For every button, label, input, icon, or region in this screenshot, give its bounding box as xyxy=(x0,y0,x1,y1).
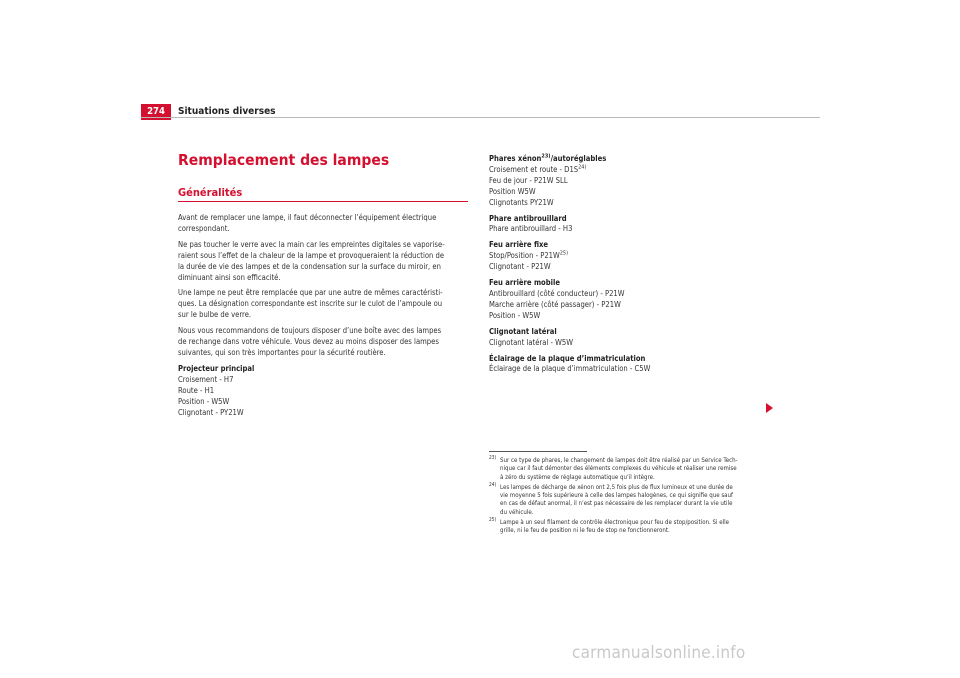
footnote xyxy=(489,457,774,482)
footnote-line: vie moyenne 5 fois supérieure à celle des lampes halogènes, ce qui signifie que sauf xyxy=(500,492,733,500)
footnote-line: grille, ni le feu de position ni le feu de stop ne fonctionneront. xyxy=(500,527,670,535)
heading-suffix: /autoréglables xyxy=(550,154,607,163)
header-rule xyxy=(141,117,820,118)
bulb-item: Clignotant - P21W xyxy=(489,262,551,272)
continue-arrow-icon xyxy=(766,403,773,413)
watermark: carmanualsonline.info xyxy=(572,643,746,663)
footnotes xyxy=(489,457,774,538)
text-line: raient sous l’effet de la chaleur de la lampe et provoqueraient la réduction de xyxy=(178,250,445,260)
bulb-item: Clignotant latéral - W5W xyxy=(489,337,573,347)
bulb-item xyxy=(489,165,779,176)
section-heading: Feu arrière mobile xyxy=(489,278,560,288)
text-line: de rechange dans votre véhicule. Vous devez au moins disposer des lampes xyxy=(178,337,439,347)
text-line: Une lampe ne peut être remplacée que par une autre de mêmes caractéristi- xyxy=(178,288,443,298)
text-line: Nous vous recommandons de toujours disposer d’une boîte avec des lampes xyxy=(178,326,442,336)
section-heading: Projecteur principal xyxy=(178,363,255,373)
text-line: la durée de vie des lampes et de la condensation sur la surface du miroir, en xyxy=(178,261,441,271)
bulb-item: Position - W5W xyxy=(178,396,230,406)
footnote xyxy=(489,519,774,536)
text-line: Avant de remplacer une lampe, il faut déconnecter l’équipement électrique xyxy=(178,213,437,222)
page-title: Remplacement des lampes xyxy=(178,151,390,169)
right-column xyxy=(489,154,779,375)
footnote-line: Sur ce type de phares, le changement de lampes doit être réalisé par un Service Tech- xyxy=(500,457,738,464)
footnote-ref: 24) xyxy=(578,164,587,171)
bulb-item-text: Croisement et route - D1S xyxy=(489,164,579,174)
footnote-ref: 25) xyxy=(559,250,569,257)
footnote-line: Lampe à un seul filament de contrôle électronique pour feu de stop/position. Si elle xyxy=(500,519,730,527)
bulb-item: Antibrouillard (côté conducteur) - P21W xyxy=(489,288,625,298)
page-number: 274 xyxy=(141,104,171,120)
footnote-mark: 24) xyxy=(489,482,497,488)
footnote-line: nique car il faut démonter des éléments complexes du véhicule et réaliser une remise xyxy=(500,465,737,473)
section-heading: Clignotant latéral xyxy=(489,326,557,336)
footnote-mark: 23) xyxy=(489,456,497,461)
heading-text: Phares xénon xyxy=(489,154,542,163)
footnote-ref: 23) xyxy=(541,153,551,160)
running-title: Situations diverses xyxy=(178,106,276,117)
text-line: suivantes, qui son très importantes pour la sécurité routière. xyxy=(178,347,386,357)
bulb-item: Phare antibrouillard - H3 xyxy=(489,224,573,234)
bulb-item: Route - H1 xyxy=(178,385,215,395)
bulb-item xyxy=(489,251,779,262)
section-heading: Phare antibrouillard xyxy=(489,213,567,223)
bulb-item-text: Stop/Position - P21W xyxy=(489,251,560,261)
bulb-item: Croisement - H7 xyxy=(178,374,234,384)
footnote-line: à zéro du système de réglage automatique qu’il intègre. xyxy=(500,473,655,481)
footnote-line: du véhicule. xyxy=(500,508,534,516)
bulb-item: Clignotant - PY21W xyxy=(178,407,244,417)
footnote-rule xyxy=(489,451,587,452)
section-heading xyxy=(489,154,779,165)
paragraph xyxy=(178,240,468,284)
subtitle-rule xyxy=(178,201,468,202)
bulb-item: Clignotants PY21W xyxy=(489,197,554,207)
footnote-mark: 25) xyxy=(489,518,497,524)
bulb-item: Marche arrière (côté passager) - P21W xyxy=(489,299,621,309)
left-column xyxy=(178,213,468,418)
footnote-line: Les lampes de décharge de xénon ont 2,5 fois plus de flux lumineux et une durée de xyxy=(500,483,733,491)
text-line: ques. La désignation correspondante est inscrite sur le culot de l’ampoule ou xyxy=(178,299,443,309)
text-line: correspondant. xyxy=(178,223,230,233)
text-line: Ne pas toucher le verre avec la main car les empreintes digitales se vaporise- xyxy=(178,239,445,249)
bulb-item: Feu de jour - P21W SLL xyxy=(489,175,568,185)
paragraph xyxy=(178,288,468,321)
paragraph xyxy=(178,213,468,235)
bulb-item: Position W5W xyxy=(489,186,536,196)
text-line: sur le bulbe de verre. xyxy=(178,310,252,320)
footnote-line: en cas de défaut anormal, il n’est pas nécessaire de les remplacer durant la vie utile xyxy=(500,500,733,508)
section-heading: Éclairage de la plaque d’immatriculation xyxy=(489,353,646,363)
paragraph xyxy=(178,326,468,359)
bulb-item: Éclairage de la plaque d’immatriculation - C5W xyxy=(489,364,651,374)
section-subtitle: Généralités xyxy=(178,186,243,199)
bulb-item: Position - W5W xyxy=(489,310,541,320)
text-line: diminuant ainsi son efficacité. xyxy=(178,272,281,282)
footnote xyxy=(489,484,774,517)
section-heading: Feu arrière fixe xyxy=(489,240,549,250)
